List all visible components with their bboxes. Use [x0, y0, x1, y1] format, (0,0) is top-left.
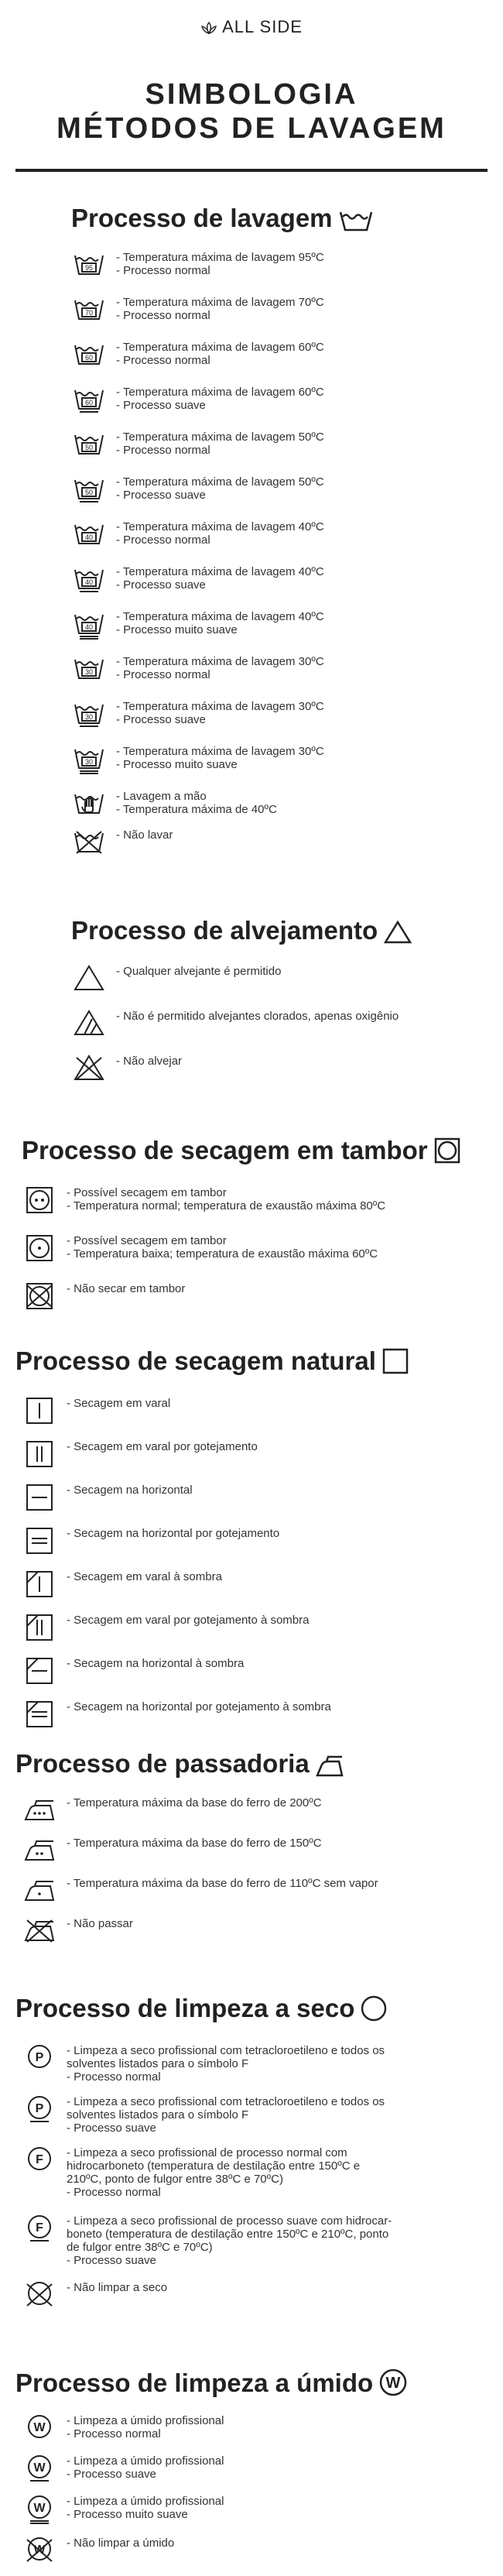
- item-description: - Temperatura máxima de lavagem 60ºC - Processo suave: [116, 386, 324, 412]
- svg-text:95: 95: [84, 264, 94, 272]
- item-description: - Não limpar a úmido: [67, 2537, 175, 2550]
- dry-flat-icon: [22, 1482, 57, 1513]
- list-item: [22, 2043, 385, 2084]
- iron-medium-icon: [22, 1835, 57, 1866]
- list-item: [22, 2213, 392, 2267]
- list-item: [71, 788, 277, 819]
- list-item: [22, 1795, 322, 1826]
- tumble-dry-normal-icon: [22, 1185, 57, 1216]
- item-description: - Possível secagem em tambor - Temperatura normal; temperatura de exaustão máxima 80ºC: [67, 1186, 386, 1213]
- list-item: [22, 1916, 133, 1947]
- list-item: [22, 2535, 174, 2566]
- list-item: [22, 1875, 378, 1906]
- bleach-any-icon: [71, 963, 107, 994]
- list-item: [71, 698, 324, 729]
- item-description: - Limpeza a úmido profissional - Processo normal: [67, 2414, 224, 2441]
- list-item: [22, 1482, 193, 1513]
- wash-60-icon: [71, 339, 107, 370]
- heading-letter: W: [385, 2375, 401, 2392]
- svg-text:30: 30: [84, 758, 94, 766]
- title-divider: [15, 169, 488, 172]
- list-item: [71, 384, 324, 415]
- svg-text:60: 60: [84, 399, 94, 406]
- item-description: - Limpeza a seco profissional com tetracloroetileno e todos os solventes listados para o símbolo F - Processo suave: [67, 2095, 385, 2135]
- item-description: - Qualquer alvejante é permitido: [116, 965, 282, 978]
- item-description: - Temperatura máxima de lavagem 30ºC - Processo normal: [116, 655, 324, 681]
- list-item: [71, 564, 324, 595]
- dry-clean-p-gentle-icon: [22, 2094, 57, 2125]
- list-item: [71, 743, 324, 774]
- section-umido: [0, 2368, 503, 2403]
- svg-text:W: W: [33, 2543, 46, 2557]
- item-description: - Secagem na horizontal por gotejamento: [67, 1527, 280, 1540]
- heading-text: Processo de passadoria: [15, 1749, 310, 1778]
- item-description: - Secagem em varal: [67, 1397, 171, 1410]
- item-description: - Limpeza a úmido profissional - Processo muito suave: [67, 2495, 224, 2521]
- item-description: - Temperatura máxima de lavagem 50ºC - Processo normal: [116, 430, 324, 457]
- wash-40-icon: [71, 609, 107, 640]
- drip-dry-icon: [22, 1439, 57, 1470]
- item-description: - Possível secagem em tambor - Temperatura baixa; temperatura de exaustão máxima 60ºC: [67, 1234, 378, 1261]
- iron-high-icon: [22, 1795, 57, 1826]
- wash-30-icon: [71, 698, 107, 729]
- list-item: [22, 2145, 360, 2199]
- tumble-dry-icon: [434, 1137, 460, 1171]
- wash-40-icon: [71, 519, 107, 550]
- drip-dry-flat-icon: [22, 1525, 57, 1556]
- svg-text:30: 30: [84, 713, 94, 721]
- item-description: - Limpeza a seco profissional de processo suave com hidrocar- boneto (temperatura de destilação entre 150ºC e 210ºC, ponto de fulgor entre 38ºC e 70ºC) - Processo suave: [67, 2214, 392, 2267]
- item-description: - Secagem na horizontal à sombra: [67, 1657, 245, 1670]
- item-description: - Temperatura máxima da base do ferro de 110ºC sem vapor: [67, 1877, 378, 1890]
- item-description: - Temperatura máxima de lavagem 60ºC - Processo normal: [116, 341, 324, 367]
- item-description: - Secagem em varal por gotejamento: [67, 1440, 258, 1453]
- list-item: [71, 429, 324, 460]
- item-description: - Não lavar: [116, 828, 173, 842]
- wash-40-icon: [71, 564, 107, 595]
- list-item: [22, 1233, 378, 1264]
- svg-text:W: W: [33, 2461, 46, 2475]
- svg-text:30: 30: [84, 668, 94, 676]
- list-item: [71, 653, 324, 684]
- section-heading: [0, 1993, 503, 2029]
- list-item: [71, 294, 324, 325]
- item-description: - Temperatura máxima de lavagem 30ºC - Processo muito suave: [116, 745, 324, 771]
- item-description: - Temperatura máxima de lavagem 95ºC - Processo normal: [116, 251, 324, 277]
- section-heading: [0, 2368, 503, 2403]
- svg-text:60: 60: [84, 354, 94, 362]
- dry-clean-f-icon: [22, 2145, 57, 2176]
- svg-text:W: W: [33, 2421, 46, 2434]
- list-item: [71, 474, 324, 505]
- list-item: [71, 339, 324, 370]
- wet-clean-circle-icon: [379, 2368, 407, 2403]
- bleach-oxygen-only-icon: [71, 1008, 107, 1039]
- wash-95-icon: [71, 249, 107, 280]
- heading-text: Processo de limpeza a seco: [15, 1994, 355, 2022]
- list-item: [22, 1439, 258, 1470]
- list-item: [22, 2094, 385, 2135]
- do-not-wash-icon: [71, 827, 107, 858]
- section-heading: [0, 1346, 503, 1381]
- item-description: - Secagem na horizontal: [67, 1484, 193, 1497]
- iron-low-icon: [22, 1875, 57, 1906]
- section-seco: [0, 1993, 503, 2029]
- list-item: [22, 2413, 224, 2444]
- item-description: - Limpeza a seco profissional com tetracloroetileno e todos os solventes listados para o símbolo F - Processo normal: [67, 2044, 385, 2084]
- line-dry-shade-icon: [22, 1569, 57, 1600]
- title-line-1: SIMBOLOGIA: [145, 78, 358, 111]
- dry-clean-p-icon: [22, 2043, 57, 2073]
- wash-30-icon: [71, 743, 107, 774]
- lotus-logo-icon: [200, 22, 217, 36]
- section-lavagem: [0, 203, 503, 238]
- do-not-tumble-dry-icon: [22, 1281, 57, 1312]
- item-description: - Não limpar a seco: [67, 2281, 168, 2294]
- heading-text: Processo de limpeza a úmido: [15, 2368, 374, 2397]
- wet-clean-icon: [22, 2413, 57, 2444]
- section-heading: [0, 203, 503, 238]
- list-item: [71, 963, 281, 994]
- item-description: - Não secar em tambor: [67, 1282, 186, 1295]
- item-description: - Temperatura máxima de lavagem 40ºC - Processo suave: [116, 565, 324, 592]
- item-description: - Limpeza a úmido profissional - Processo suave: [67, 2454, 224, 2481]
- svg-text:F: F: [36, 2153, 43, 2166]
- svg-text:F: F: [36, 2221, 43, 2235]
- item-description: - Secagem na horizontal por gotejamento à sombra: [67, 1700, 331, 1713]
- iron-icon: [316, 1753, 344, 1784]
- list-item: [22, 1185, 385, 1216]
- wash-30-icon: [71, 653, 107, 684]
- list-item: [71, 249, 324, 280]
- title-line-2: MÉTODOS DE LAVAGEM: [56, 112, 447, 145]
- svg-text:40: 40: [84, 578, 94, 586]
- wet-clean-gentle-icon: [22, 2453, 57, 2484]
- wash-tub-icon: [339, 208, 373, 238]
- list-item: [22, 2279, 167, 2310]
- list-item: [22, 1569, 222, 1600]
- svg-text:P: P: [35, 2102, 44, 2115]
- list-item: [22, 1395, 170, 1426]
- item-description: - Não alvejar: [116, 1055, 183, 1068]
- tumble-dry-low-icon: [22, 1233, 57, 1264]
- item-description: - Temperatura máxima de lavagem 40ºC - Processo muito suave: [116, 610, 324, 636]
- section-natural: [0, 1346, 503, 1381]
- heading-text: Processo de secagem em tambor: [22, 1136, 428, 1165]
- section-heading: [0, 1748, 503, 1784]
- heading-text: Processo de lavagem: [71, 204, 333, 232]
- wash-60-icon: [71, 384, 107, 415]
- list-item: [22, 1835, 322, 1866]
- list-item: [71, 827, 173, 858]
- svg-text:70: 70: [84, 309, 94, 317]
- list-item: [22, 1699, 331, 1730]
- do-not-bleach-icon: [71, 1053, 107, 1084]
- list-item: [22, 1612, 309, 1643]
- section-passadoria: [0, 1748, 503, 1784]
- item-description: - Secagem em varal por gotejamento à sombra: [67, 1614, 310, 1627]
- line-dry-icon: [22, 1395, 57, 1426]
- svg-text:50: 50: [84, 444, 94, 451]
- svg-text:50: 50: [84, 489, 94, 496]
- list-item: [71, 609, 324, 640]
- wash-50-icon: [71, 474, 107, 505]
- brand: [0, 17, 503, 37]
- drip-dry-flat-shade-icon: [22, 1699, 57, 1730]
- list-item: [71, 519, 324, 550]
- natural-dry-square-icon: [382, 1348, 409, 1381]
- svg-text:40: 40: [84, 623, 94, 631]
- item-description: - Limpeza a seco profissional de processo normal com hidrocarboneto (temperatura de destilação entre 150ºC e 210ºC, ponto de fulgor entre 38ºC e 70ºC) - Processo normal: [67, 2146, 361, 2199]
- wash-50-icon: [71, 429, 107, 460]
- item-description: - Temperatura máxima de lavagem 50ºC - Processo suave: [116, 475, 324, 502]
- item-description: - Temperatura máxima da base do ferro de 150ºC: [67, 1837, 322, 1850]
- list-item: [22, 1281, 185, 1312]
- svg-text:W: W: [33, 2502, 46, 2515]
- item-description: - Lavagem a mão - Temperatura máxima de 40ºC: [116, 790, 277, 816]
- section-tambor: [0, 1135, 503, 1171]
- section-alvejamento: [0, 915, 503, 951]
- dry-flat-shade-icon: [22, 1655, 57, 1686]
- svg-text:40: 40: [84, 533, 94, 541]
- brand-name: ALL SIDE: [222, 17, 303, 36]
- do-not-dry-clean-icon: [22, 2279, 57, 2310]
- list-item: [22, 1655, 244, 1686]
- list-item: [22, 2493, 224, 2524]
- do-not-wet-clean-icon: [22, 2535, 57, 2566]
- do-not-iron-icon: [22, 1916, 57, 1947]
- item-description: - Não passar: [67, 1917, 133, 1930]
- bleach-triangle-icon: [384, 920, 412, 951]
- item-description: - Temperatura máxima de lavagem 40ºC - Processo normal: [116, 520, 324, 547]
- item-description: - Temperatura máxima de lavagem 30ºC - Processo suave: [116, 700, 324, 726]
- wet-clean-very-gentle-icon: [22, 2493, 57, 2524]
- item-description: - Secagem em varal à sombra: [67, 1570, 222, 1583]
- heading-text: Processo de secagem natural: [15, 1346, 376, 1375]
- item-description: - Não é permitido alvejantes clorados, apenas oxigênio: [116, 1010, 399, 1023]
- list-item: [22, 1525, 279, 1556]
- svg-text:P: P: [35, 2051, 44, 2064]
- section-heading: [0, 1135, 503, 1171]
- heading-text: Processo de alvejamento: [71, 916, 378, 945]
- drip-dry-shade-icon: [22, 1612, 57, 1643]
- list-item: [71, 1008, 399, 1039]
- section-heading: [0, 915, 503, 951]
- wash-70-icon: [71, 294, 107, 325]
- dry-clean-circle-icon: [361, 1995, 387, 2029]
- hand-wash-icon: [71, 788, 107, 819]
- page-title: [0, 77, 503, 146]
- list-item: [71, 1053, 182, 1084]
- item-description: - Temperatura máxima da base do ferro de 200ºC: [67, 1796, 322, 1809]
- dry-clean-f-gentle-icon: [22, 2213, 57, 2244]
- item-description: - Temperatura máxima de lavagem 70ºC - Processo normal: [116, 296, 324, 322]
- list-item: [22, 2453, 224, 2484]
